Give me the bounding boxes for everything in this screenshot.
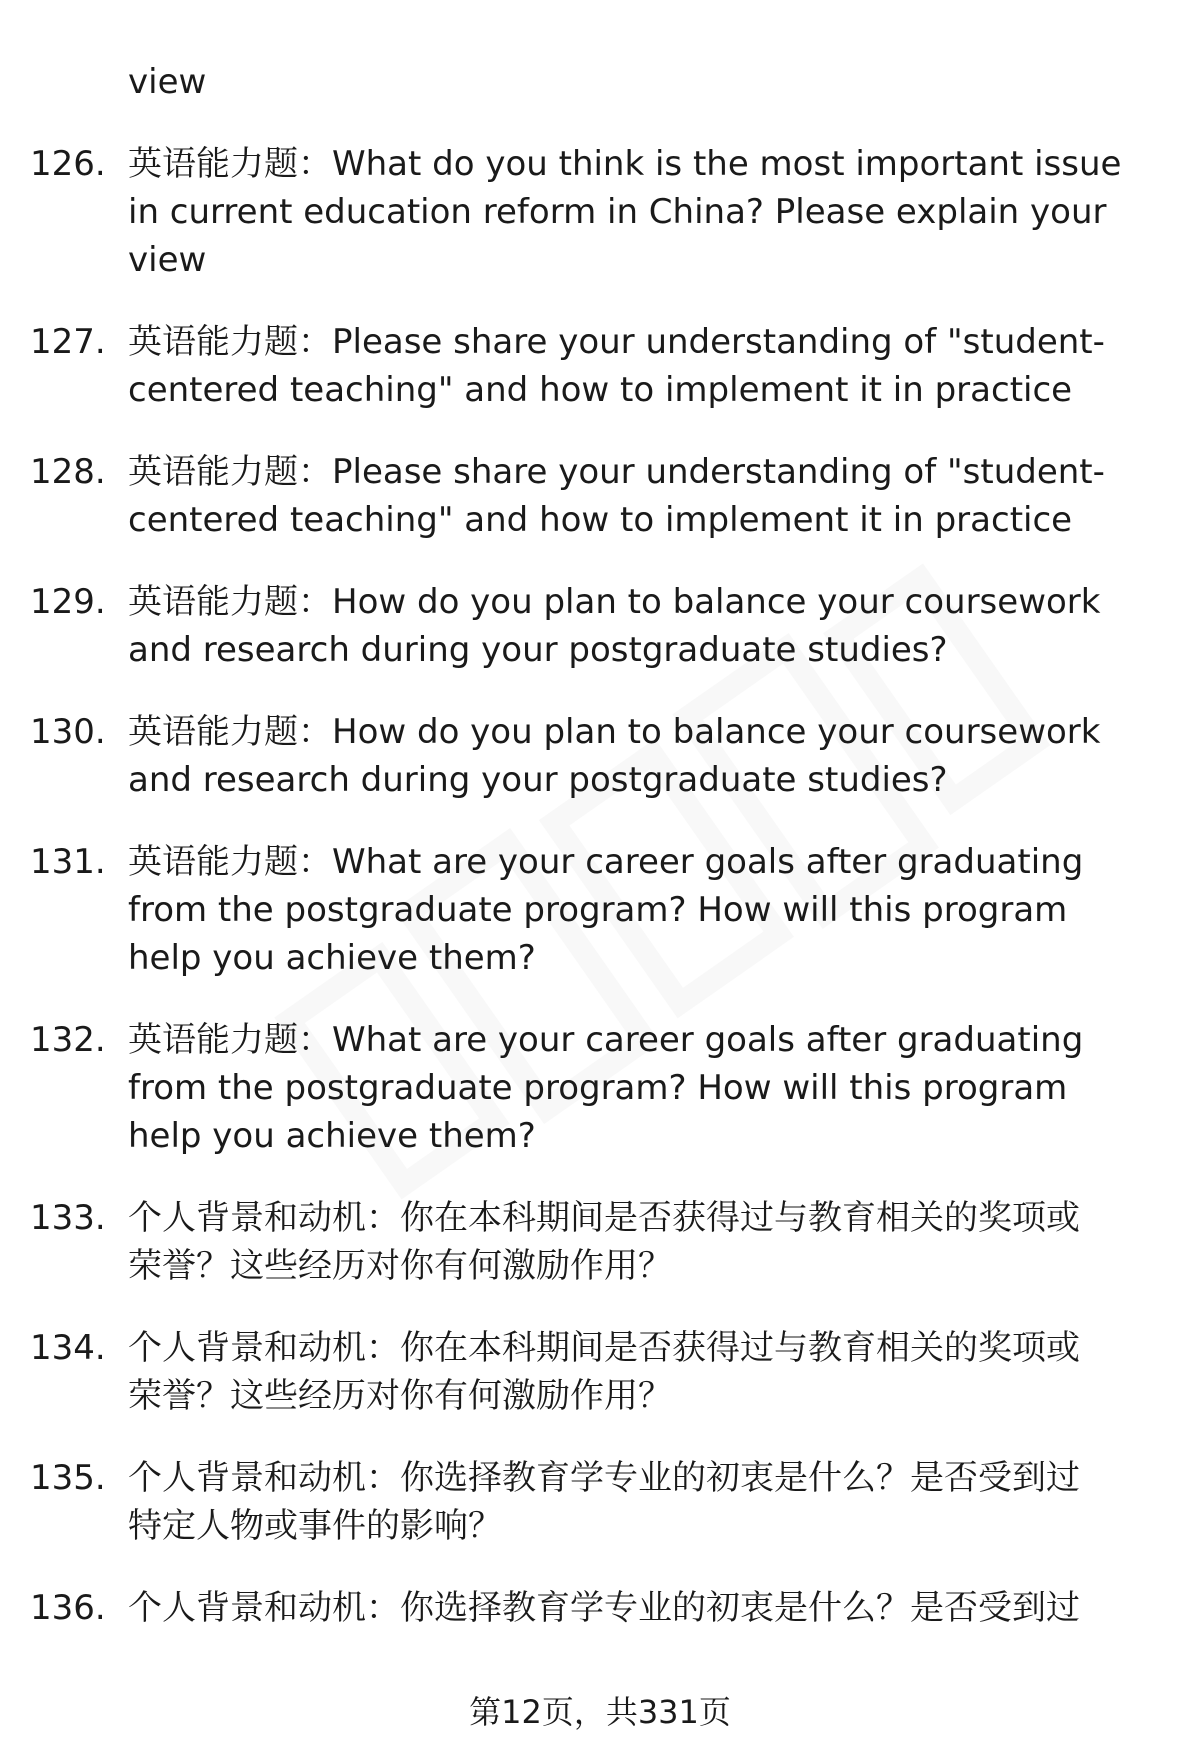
question-text xyxy=(128,708,1150,804)
question-number: 132. xyxy=(30,1020,106,1060)
question-text xyxy=(128,1194,1150,1290)
question-text-line: view xyxy=(128,240,207,280)
question-text-line: help you achieve them? xyxy=(128,1116,536,1156)
question-text-line: and research during your postgraduate studies? xyxy=(128,760,948,800)
question-text xyxy=(128,838,1150,982)
question-item xyxy=(30,708,1150,804)
question-item xyxy=(30,1584,1150,1632)
question-number: 128. xyxy=(30,452,106,492)
continuation-text: view xyxy=(128,62,207,102)
question-text-line: 个人背景和动机：你选择教育学专业的初衷是什么？是否受到过 xyxy=(128,1458,1080,1498)
question-text-line: in current education reform in China? Please explain your xyxy=(128,192,1107,232)
question-text-line: 英语能力题：What are your career goals after graduating xyxy=(128,1020,1084,1060)
question-text-line: 荣誉？这些经历对你有何激励作用？ xyxy=(128,1376,672,1416)
question-text-line: 英语能力题：How do you plan to balance your coursework xyxy=(128,582,1101,622)
question-text-line: centered teaching" and how to implement it in practice xyxy=(128,370,1073,410)
question-text-line: 英语能力题：Please share your understanding of "student- xyxy=(128,322,1105,362)
question-text xyxy=(128,578,1150,674)
question-item xyxy=(30,140,1150,284)
question-text xyxy=(128,1324,1150,1420)
question-item xyxy=(30,1016,1150,1160)
question-item xyxy=(30,1324,1150,1420)
question-text xyxy=(128,140,1150,284)
page-footer: 第12页，共331页 xyxy=(469,1693,731,1731)
question-text-line: and research during your postgraduate studies? xyxy=(128,630,948,670)
question-number: 136. xyxy=(30,1588,106,1628)
question-item xyxy=(30,578,1150,674)
question-item xyxy=(30,448,1150,544)
question-text-line: 个人背景和动机：你在本科期间是否获得过与教育相关的奖项或 xyxy=(128,1328,1080,1368)
question-list xyxy=(30,140,1150,1666)
question-text xyxy=(128,1454,1150,1550)
question-text-line: 个人背景和动机：你在本科期间是否获得过与教育相关的奖项或 xyxy=(128,1198,1080,1238)
question-number: 134. xyxy=(30,1328,106,1368)
question-text-line: 英语能力题：What are your career goals after graduating xyxy=(128,842,1084,882)
question-text-line: 个人背景和动机：你选择教育学专业的初衷是什么？是否受到过 xyxy=(128,1588,1080,1628)
question-item xyxy=(30,318,1150,414)
question-number: 131. xyxy=(30,842,106,882)
question-text-line: help you achieve them? xyxy=(128,938,536,978)
question-text xyxy=(128,448,1150,544)
question-number: 129. xyxy=(30,582,106,622)
question-number: 133. xyxy=(30,1198,106,1238)
question-text-line: 英语能力题：How do you plan to balance your coursework xyxy=(128,712,1101,752)
question-item xyxy=(30,838,1150,982)
question-number: 126. xyxy=(30,144,106,184)
question-text-line: 荣誉？这些经历对你有何激励作用？ xyxy=(128,1246,672,1286)
question-text-line: 英语能力题：What do you think is the most important issue xyxy=(128,144,1122,184)
question-text-line: centered teaching" and how to implement it in practice xyxy=(128,500,1073,540)
question-text-line: from the postgraduate program? How will this program xyxy=(128,890,1068,930)
question-number: 127. xyxy=(30,322,106,362)
question-number: 135. xyxy=(30,1458,106,1498)
question-text-line: 英语能力题：Please share your understanding of "student- xyxy=(128,452,1105,492)
question-item xyxy=(30,1194,1150,1290)
question-text xyxy=(128,1584,1150,1632)
question-text-line: from the postgraduate program? How will this program xyxy=(128,1068,1068,1108)
question-text-line: 特定人物或事件的影响？ xyxy=(128,1506,502,1546)
question-text xyxy=(128,318,1150,414)
question-text xyxy=(128,1016,1150,1160)
question-item xyxy=(30,1454,1150,1550)
question-number: 130. xyxy=(30,712,106,752)
